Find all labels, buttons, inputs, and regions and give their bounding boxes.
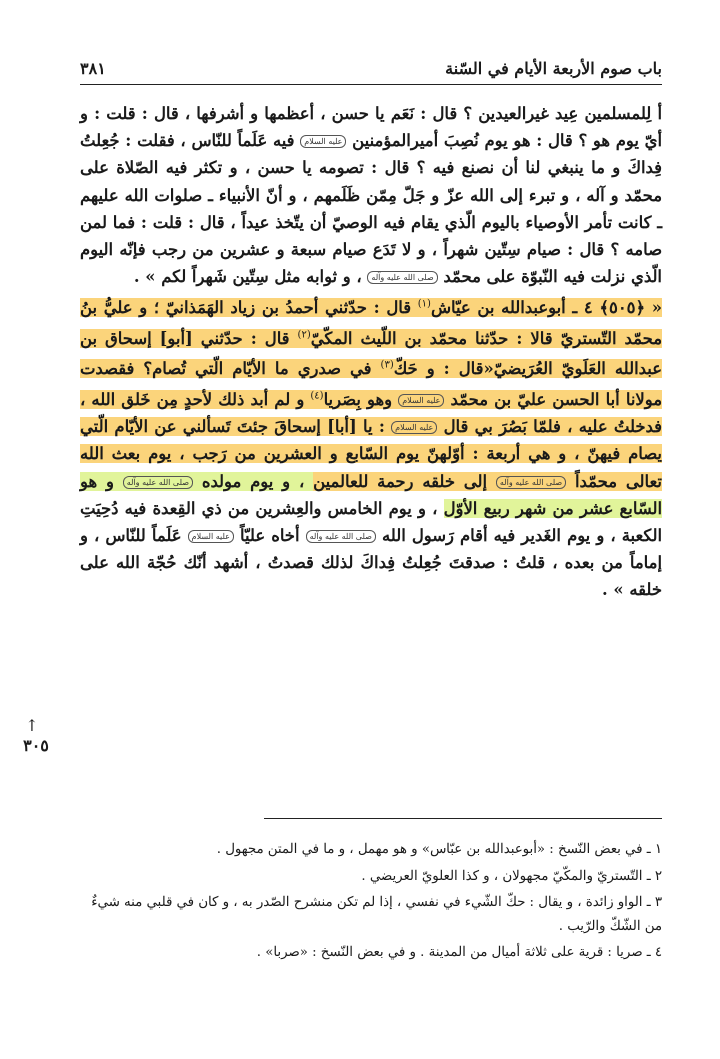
salawat-glyph: صلى الله عليه وآله <box>123 476 193 489</box>
footnote-ref: (٢) <box>297 329 311 341</box>
highlighted-passage: « ﴿٥٠٥﴾ ٤ ـ أبوعبدالله بن عيّاش$^{(١)}$ قال : حدّثني أحمدُ بن زياد الهَمَذانيّ ؛ و عليُّ بنُ محمّد التّستريّ قالا : حدّثنا محمّد بن اللّيث المكّيّ$^{(٢)}$ قال : حدّثني [أبو] إسحاق بن عبدالله العَلَويّ العُرَيضيّ«قال : و حَكّ$^{(٣)}$ في صدري ما الأيّام الّتي تُصام؟ فقصدت مولانا أبا الحسن عليّ بن محمّد عليه السلام وهو بِصَريا$^{(٤)}$ و لم أبد ذلك لأحدٍ مِن خَلق الله ، فدخلتُ عليه ، فلمّا بَصُرَ بي قال عليه السلام : يا [أبا] إسحاقَ جئتَ تَسألني عن الأيّام الّتي يصام فيهنّ ، و هي أربعة : أوّلهنّ يوم السّابع و العشرين من رَجب ، يوم بعث الله تعالى محمّداً صلى الله عليه وآله إلى خلقه رحمة للعالمين <box>80 297 662 491</box>
footnote-ref: (١) <box>417 298 431 310</box>
chapter-title: باب صوم الأربعة الأيام في السّنة <box>445 58 662 78</box>
footnote-item: ٣ ـ الواو زائدة ، و يقال : حكّ الشّيء في نفسي ، إذا لم تكن منشرح الصّدر به ، و كان في قلبي منه شيءٌ من الشّكّ والرّيب . <box>91 895 662 934</box>
header-rule <box>80 84 662 85</box>
footnote-item: ٢ ـ التّستريّ والمكّيّ مجهولان ، و كذا العلويّ العريضي . <box>361 868 662 884</box>
footnotes <box>80 838 662 968</box>
salawat-glyph: عليه السلام <box>188 530 234 543</box>
salawat-glyph: عليه السلام <box>391 421 437 434</box>
hadith-number: ﴿٥٠٥﴾ <box>599 297 646 317</box>
running-header <box>80 52 662 84</box>
hadith-505: « ﴿٥٠٥﴾ ٤ ـ أبوعبدالله بن عيّاش$^{(١)}$ قال : حدّثني أحمدُ بن زياد الهَمَذانيّ ؛ و عليُّ بنُ محمّد التّستريّ قالا : حدّثنا محمّد بن اللّيث المكّيّ$^{(٢)}$ قال : حدّثني [أبو] إسحاق بن عبدالله العَلَويّ العُرَيضيّ«قال : و حَكّ$^{(٣)}$ في صدري ما الأيّام الّتي تُصام؟ فقصدت مولانا أبا الحسن عليّ بن محمّد عليه السلام وهو بِصَريا$^{(٤)}$ و لم أبد ذلك لأحدٍ مِن خَلق الله ، فدخلتُ عليه ، فلمّا بَصُرَ بي قال عليه السلام : يا [أبا] إسحاقَ جئتَ تَسألني عن الأيّام الّتي يصام فيهنّ ، و هي أربعة : أوّلهنّ يوم السّابع و العشرين من رَجب ، يوم بعث الله تعالى محمّداً صلى الله عليه وآله إلى خلقه رحمة للعالمين ، و يوم مولده صلى الله عليه وآله و هو السّابع عشر من شهر ربيع الأوّل ، و يوم الخامس والعِشرين من ذي القِعدة فيه دُحِيَتِ الكعبة ، و يوم الغَدير فيه أقام رَسول الله صلى الله عليه وآله أخاه عليّاً عليه السلام عَلَماً للنّاس ، و إماماً من بعده ، قلتُ : صدقتَ جُعِلتُ فِداكَ لذلك قصدتُ ، أشهد أنّك حُجّة الله على خلقه » . <box>80 297 663 600</box>
footnote-item: ٤ ـ صريا : قرية على ثلاثة أميال من المدينة . و في بعض النّسخ : «صربا» . <box>256 945 662 961</box>
salawat-glyph: صلى الله عليه وآله <box>496 476 566 489</box>
footnote-rule <box>264 818 662 819</box>
footnote-item: ١ ـ في بعض النّسخ : «أبوعبدالله بن عبّاس» و هو مهمل ، و ما في المتن مجهول . <box>216 842 662 857</box>
salawat-glyph: عليه السلام <box>398 394 444 407</box>
salawat-glyph: صلى الله عليه وآله <box>367 271 437 284</box>
footnote-ref: (٤) <box>310 390 324 402</box>
page-number: ٣٨١ <box>80 58 106 78</box>
paragraph-continuation: أ لِلمسلمين عِيد غيرالعيدين ؟ قال : نَعَم يا حسن ، أعظمها و أشرفها ، قال : قلت : و أيّ يوم هو ؟ قال : هو يوم نُصِبَ أميرالمؤمنين عليه السلام فيه عَلَماً للنّاس ، فقلت : جُعِلتُ فِداكَ و ما ينبغي لنا أن نصنع فيه ؟ قال : تصومه يا حسن ، و تكثر فيه الصّلاة على محمّد و آله ، و تبرء إلى الله عزّ و جَلّ مِمّن ظَلَمهم ، و أنّ الأنبياء ـ صلوات الله عليهم ـ كانت تأمر الأوصياء باليوم الّذي يقام فيه الوصيّ أن يتّخذ عيداً ، قال : قلت : فما لمن صامه ؟ قال : صيام سِتّين شهراً ، و لا تَدَع صيام سبعة و عشرين من رجب فإنّه اليوم الّذي نزلت فيه النّبوّة على محمّد صلى الله عليه وآله ، و ثوابه مثل سِتّين شَهراً لكم » . <box>80 104 662 287</box>
margin-page-ref: ٣٠٥ <box>23 736 49 755</box>
salawat-glyph: عليه السلام <box>300 135 346 148</box>
highlighted-green: ، و يوم مولده صلى الله عليه وآله و هو السّابع عشر من شهر ربيع الأوّل <box>80 471 663 518</box>
hadith-marker: « <box>651 297 662 317</box>
footnote-ref: (٣) <box>380 359 394 371</box>
margin-arrow-icon: ↑ <box>25 716 39 735</box>
salawat-glyph: صلى الله عليه وآله <box>306 530 376 543</box>
main-text <box>80 100 662 604</box>
